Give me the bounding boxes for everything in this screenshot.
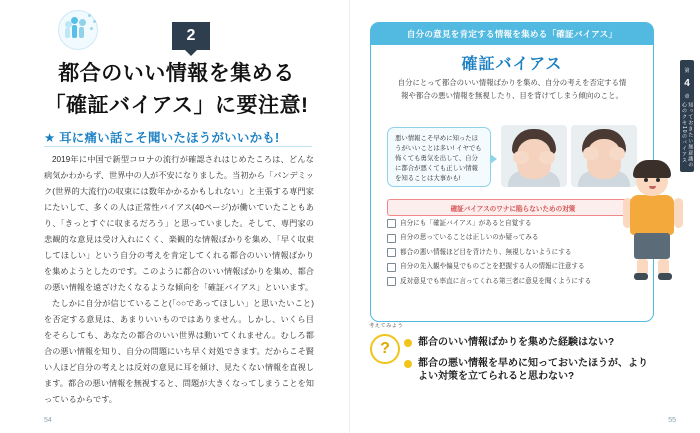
checklist-label: 反対意見でも率直に言ってくれる第三者に意見を聞くようにする xyxy=(400,277,592,285)
page-title xyxy=(44,58,309,121)
list-item xyxy=(404,357,654,384)
page-title-line1: 都合のいい情報を集める xyxy=(58,62,295,85)
list-item[interactable] xyxy=(387,263,639,272)
bullet-dot-icon xyxy=(404,360,412,368)
question-text: 都合の悪い情報を早めに知っておいたほうが、よりよい対策を立てられると思わない? xyxy=(418,357,648,382)
list-item[interactable] xyxy=(387,277,639,286)
list-item xyxy=(404,336,654,350)
question-text: 都合のいい情報ばかりを集めた経験はない? xyxy=(418,337,615,348)
body-copy xyxy=(44,152,314,408)
checkbox-icon[interactable] xyxy=(387,219,396,228)
boy-illustration xyxy=(622,160,684,282)
section-subheading: ★ 耳に痛い話こそ聞いたほうがいいかも! xyxy=(44,131,280,145)
chapter-number-badge: 2 xyxy=(172,22,210,50)
photo-left xyxy=(501,125,567,187)
checkbox-icon[interactable] xyxy=(387,234,396,243)
reflection-questions xyxy=(404,336,654,391)
checkbox-icon[interactable] xyxy=(387,248,396,257)
checklist-label: 自分の思っていることは正しいのか疑ってみる xyxy=(400,234,539,242)
checkbox-icon[interactable] xyxy=(387,263,396,272)
checkbox-icon[interactable] xyxy=(387,277,396,286)
question-mark-icon: ? xyxy=(370,334,400,364)
subheading-rule xyxy=(44,146,312,147)
right-page xyxy=(350,0,700,433)
list-item[interactable] xyxy=(387,234,639,243)
checklist-label: 都合の悪い情報ほど目を背けたり、無視しないようにする xyxy=(400,248,572,256)
list-item[interactable] xyxy=(387,219,639,228)
countermeasure-checklist xyxy=(387,219,639,292)
page-number-right: 55 xyxy=(668,417,676,424)
speech-bubble: 悪い情報こそ早めに知ったほうがいいことは多い! イヤでも怖くても勇気を出して、自分に都合が悪くても正しい情報を知ることは大事かも! xyxy=(387,127,491,187)
card-description: 自分にとって都合のいい情報ばかりを集め、自分の考えを否定する情報や都合の悪い情報を無視したり、目を背けてしまう傾向のこと。 xyxy=(397,78,627,100)
photo-group xyxy=(501,125,637,187)
bullet-dot-icon xyxy=(404,339,412,347)
chapter-side-tab xyxy=(680,60,694,172)
checklist-label: 自分の先入観や偏見でものごとを把握する人の情報に注意する xyxy=(400,263,585,271)
list-item[interactable] xyxy=(387,248,639,257)
paragraph-1: 2019年に中国で新型コロナの流行が確認されはじめたころは、どんな病気かわからず、世界中の人が不安になりました。当初から「パンデミック(世界的大流行)の収束には数年かかるかもしれない」と主張する専門家にたいして、多くの人は正常性バイアス(40ページ)が働いていたこともあり、「きっとすぐに収まるだろう」と思っていました。そして、専門家の悲観的な意見は受け入れにくく、楽観的な情報ばかりを集め、「早く収束してほしい」という自分の考えを肯定してくれる都合のいい情報ばかりを集めようとしたのです。このように都合のいい情報ばかりを集め、都合の悪い情報を遠ざけたくなるような傾向を「確証バイアス」といいます。 xyxy=(44,155,314,292)
page-title-line2: 「確証バイアス」に要注意! xyxy=(44,93,309,117)
think-label: 考えてみよう xyxy=(369,323,404,329)
chapter-tab-label-mid: 章 xyxy=(684,94,690,100)
people-icon xyxy=(58,10,98,50)
chapter-tab-number: 4 xyxy=(684,78,690,89)
chapter-tab-label-top: 第 xyxy=(684,68,690,74)
paragraph-2: たしかに自分が信じていること(「○○であってほしい」と思いたいこと)を否定する意見は、あまりいいものではありません。しかし、いくら目をそらしても、あなたの都合のいい世界は動いてくれません。むしろ都合の悪い情報を知り、自分の問題にいち早く対処できます。だからこそ賢い人ほど自分の考えとは反対の意見に耳を傾け、見たくない情報を直視します。都合の悪い情報を無視すると、問題が大きくなってしまうことを知っているからです。 xyxy=(44,298,314,404)
chapter-tab-label-bottom: 知っておきたい無意識の心のクセ10のバイアス xyxy=(681,102,694,168)
concept-card xyxy=(370,22,654,322)
countermeasure-title: 確証バイアスのワナに陥らないための対策 xyxy=(387,199,639,216)
checklist-label: 自分にも「確証バイアス」があると自覚する xyxy=(400,219,532,227)
left-page xyxy=(0,0,349,433)
card-header: 自分の意見を肯定する情報を集める「確証バイアス」 xyxy=(371,23,653,45)
card-heading: 確証バイアス xyxy=(461,56,563,73)
page-number-left: 54 xyxy=(44,417,52,424)
